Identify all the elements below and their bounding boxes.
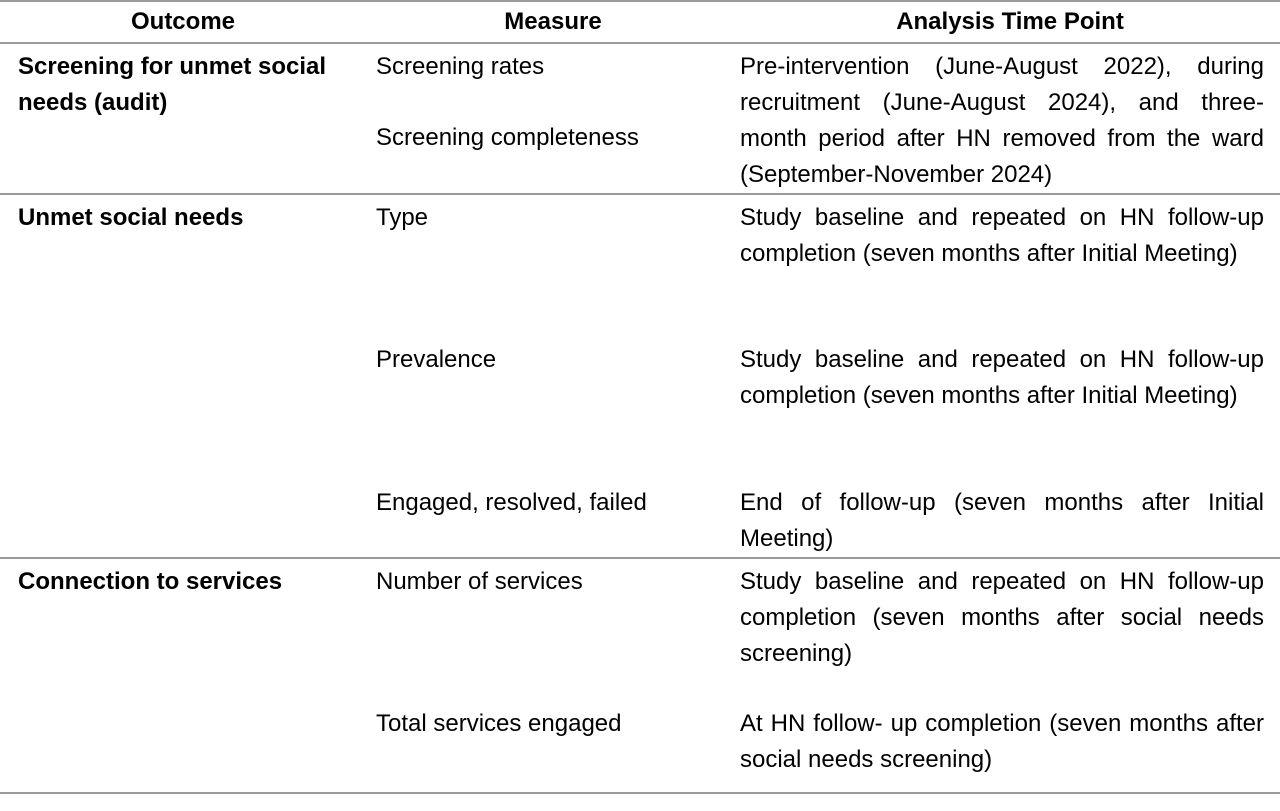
header-time-point: Analysis Time Point: [740, 1, 1280, 43]
time-point-cell: Study baseline and repeated on HN follow-up completion (seven months after Initial Meeting): [740, 204, 1264, 267]
time-point-cell: Study baseline and repeated on HN follow-up completion (seven months after social needs screening): [740, 568, 1264, 667]
measure-text: Screening completeness: [376, 124, 639, 151]
outcome-cell: Connection to services: [18, 568, 283, 595]
time-point-cell: Study baseline and repeated on HN follow-up completion (seven months after Initial Meeting): [740, 346, 1264, 409]
measure-text: Screening rates: [376, 53, 545, 80]
time-point-cell: At HN follow- up completion (seven months after social needs screening): [740, 701, 1280, 793]
measure-cell: Type: [376, 204, 429, 231]
outcome-cell: Screening for unmet social needs (audit): [0, 43, 366, 194]
header-row: [0, 1, 1280, 43]
measure-cell: Total services engaged: [366, 701, 740, 793]
header-outcome: Outcome: [0, 1, 366, 43]
table-row: [0, 194, 1280, 337]
table-row: [0, 337, 1280, 480]
table-body: [0, 43, 1280, 793]
table-header: [0, 1, 1280, 43]
table-row: [0, 701, 1280, 793]
measure-cell: Number of services: [376, 568, 583, 595]
empty-cell: [0, 701, 366, 793]
measure-cell: [366, 43, 740, 194]
time-point-cell: Pre-intervention (June-August 2022), during recruitment (June-August 2024), and three-month period after HN removed from the ward (September-November 2024): [740, 43, 1280, 194]
empty-cell: [0, 480, 366, 558]
table-row: [0, 43, 1280, 194]
table-row: [0, 480, 1280, 558]
outcome-cell: Unmet social needs: [18, 204, 244, 231]
measure-cell: Prevalence: [376, 346, 497, 373]
time-point-cell: End of follow-up (seven months after Initial Meeting): [740, 480, 1280, 558]
header-measure: Measure: [366, 1, 740, 43]
measure-cell: Engaged, resolved, failed: [366, 480, 740, 558]
table-row: [0, 558, 1280, 701]
empty-cell: [0, 337, 366, 480]
